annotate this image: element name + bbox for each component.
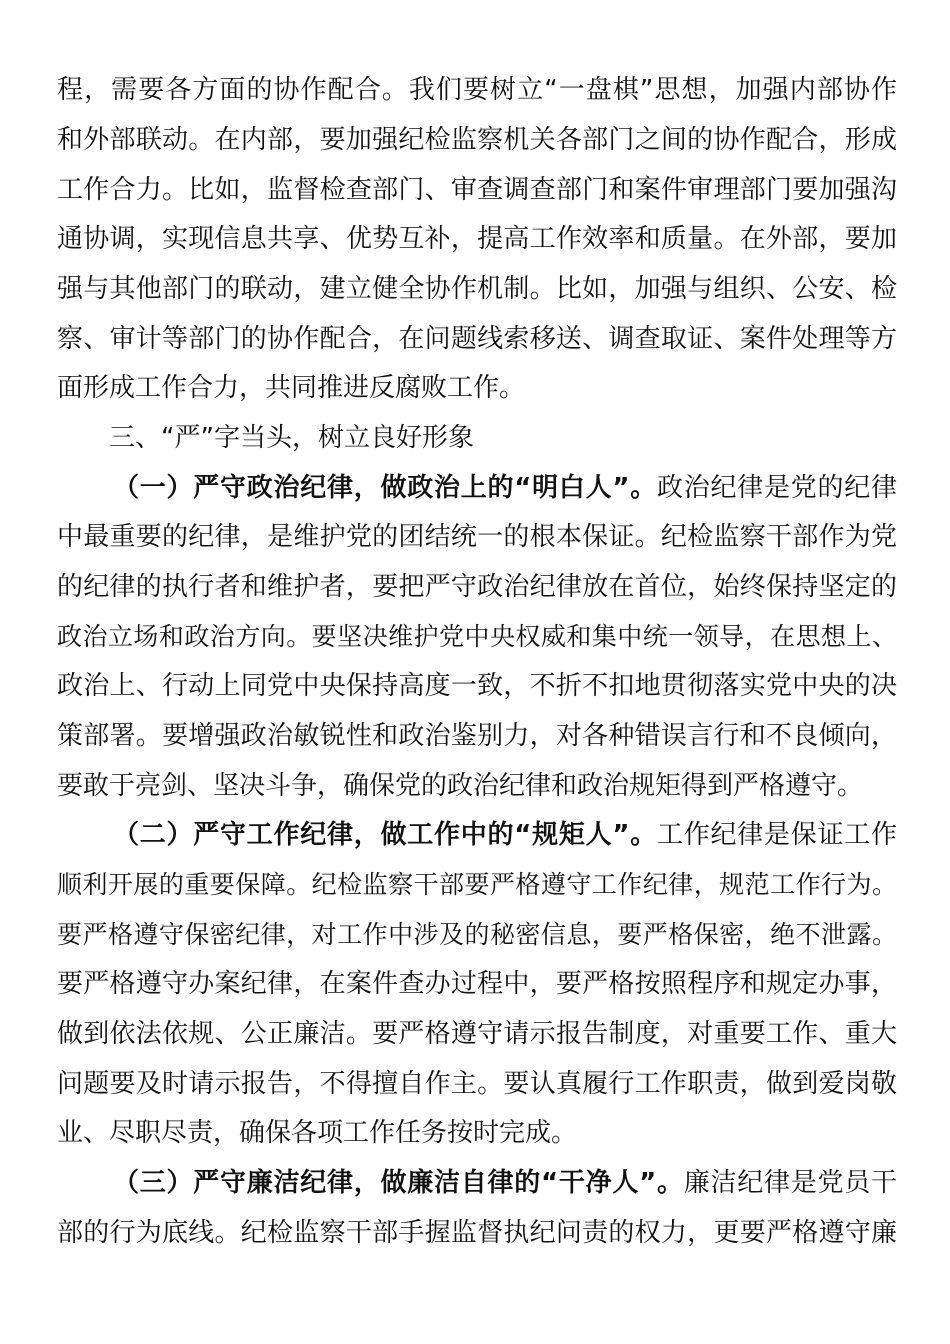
text-run: 面形成工作合力，共同推进反腐败工作。 [57, 373, 526, 403]
paragraph-line [57, 1166, 897, 1200]
text-run: 工作纪律是保证工作 [656, 820, 897, 850]
text-run: 强与其他部门的联动，建立健全协作机制。比如，加强与组织、公安、检 [57, 274, 897, 304]
paragraph-line [57, 1116, 897, 1150]
paragraph-line [57, 719, 897, 753]
paragraph-line [57, 322, 897, 356]
paragraph-line [57, 222, 897, 256]
paragraph-line [57, 1017, 897, 1051]
paragraph-line [57, 371, 897, 405]
text-run: 要敢于亮剑、坚决斗争，确保党的政治纪律和政治规矩得到严格遵守。 [57, 771, 864, 801]
paragraph-line [57, 272, 897, 306]
text-run: 政治纪律是党的纪律 [656, 473, 897, 503]
text-run: 要严格遵守保密纪律，对工作中涉及的秘密信息，要严格保密，绝不泄露。 [57, 920, 897, 949]
text-run: 廉洁纪律是党员干 [683, 1168, 897, 1198]
paragraph-line [57, 967, 897, 1001]
text-run: 部的行为底线。纪检监察干部手握监督执纪问责的权力，更要严格遵守廉 [57, 1218, 897, 1248]
text-run: 的纪律的执行者和维护者，要把严守政治纪律放在首位，始终保持坚定的 [57, 572, 897, 602]
text-run: 做到依法依规、公正廉洁。要严格遵守请示报告制度，对重要工作、重大 [57, 1019, 897, 1049]
paragraph-line [57, 1067, 897, 1101]
text-run: 察、审计等部门的协作配合，在问题线索移送、调查取证、案件处理等方 [57, 324, 897, 354]
paragraph-line [57, 73, 897, 107]
text-run: 中最重要的纪律，是维护党的团结统一的根本保证。纪检监察干部作为党 [57, 522, 897, 552]
text-run: 工作合力。比如，监督检查部门、审查调查部门和案件审理部门要加强沟 [57, 175, 897, 205]
subheading-text: （二）严守工作纪律，做工作中的“规矩人”。 [113, 820, 657, 850]
subheading-text: （一）严守政治纪律，做政治上的“明白人”。 [113, 473, 657, 503]
text-run: 程，需要各方面的协作配合。我们要树立“一盘棋”思想，加强内部协作 [57, 75, 897, 105]
paragraph-line [57, 868, 897, 902]
text-run: 要严格遵守办案纪律，在案件查办过程中，要严格按照程序和规定办事， [57, 969, 897, 999]
text-run: 问题要及时请示报告，不得擅自作主。要认真履行工作职责，做到爱岗敬 [57, 1069, 897, 1099]
paragraph-line [57, 471, 897, 505]
text-run: 通协调，实现信息共享、优势互补，提高工作效率和质量。在外部，要加 [57, 224, 897, 254]
paragraph-line [57, 1216, 897, 1250]
text-run: 和外部联动。在内部，要加强纪检监察机关各部门之间的协作配合，形成 [57, 125, 897, 155]
text-run: 政治上、行动上同党中央保持高度一致，不折不扣地贯彻落实党中央的决 [57, 671, 897, 701]
paragraph-line [57, 123, 897, 157]
text-run: 顺利开展的重要保障。纪检监察干部要严格遵守工作纪律，规范工作行为。 [57, 870, 897, 899]
paragraph-line [57, 620, 897, 654]
text-run: 政治立场和政治方向。要坚决维护党中央权威和集中统一领导，在思想上、 [57, 622, 897, 651]
text-run: 三、“严”字当头，树立良好形象 [109, 423, 474, 453]
paragraph-line [57, 520, 897, 554]
paragraph-line [57, 918, 897, 952]
subheading-text: （三）严守廉洁纪律，做廉洁自律的“干净人”。 [113, 1168, 684, 1198]
paragraph-line [57, 769, 897, 803]
paragraph-line [57, 669, 897, 703]
paragraph-line [57, 818, 897, 852]
paragraph-line [57, 173, 897, 207]
paragraph-line [57, 570, 897, 604]
text-run: 策部署。要增强政治敏锐性和政治鉴别力，对各种错误言行和不良倾向， [57, 721, 897, 751]
text-run: 业、尽职尽责，确保各项工作任务按时完成。 [57, 1118, 578, 1148]
section-heading [57, 421, 897, 455]
